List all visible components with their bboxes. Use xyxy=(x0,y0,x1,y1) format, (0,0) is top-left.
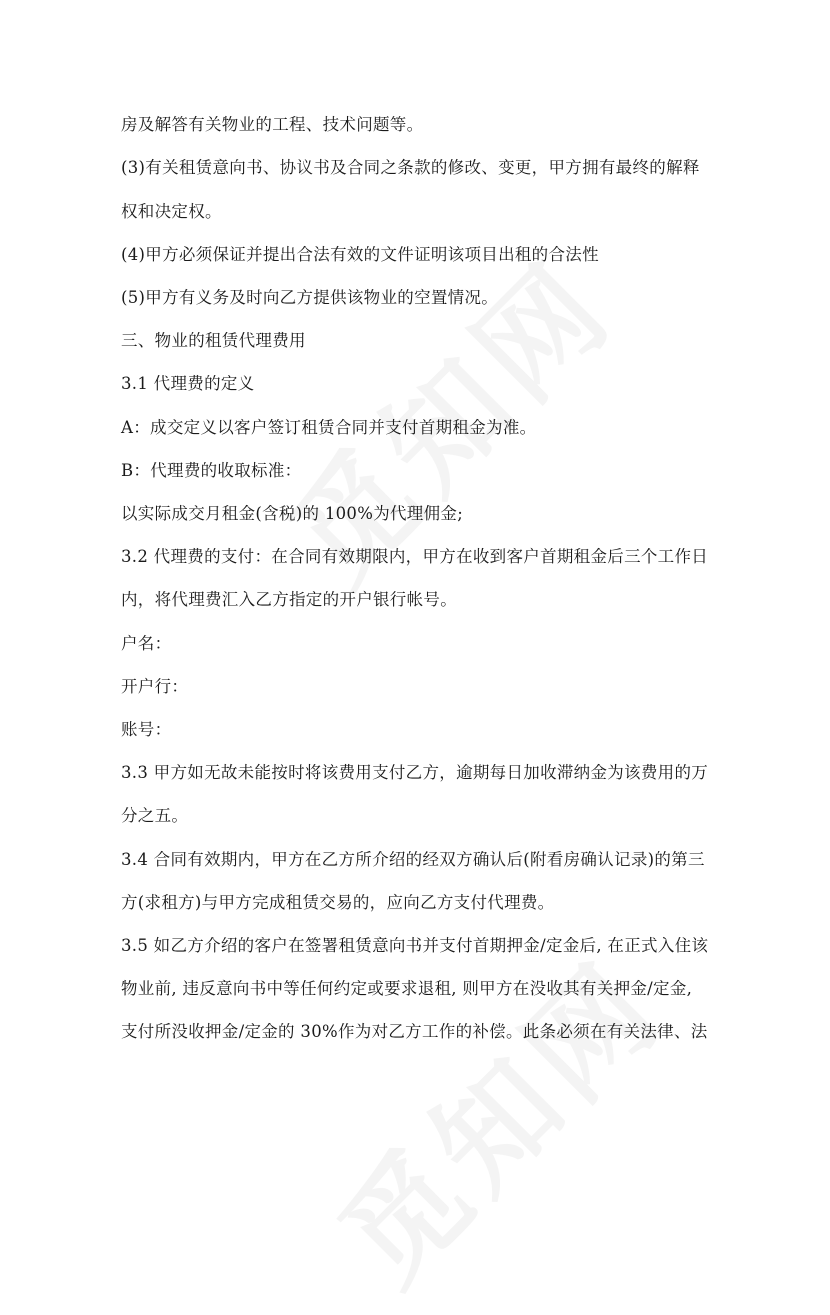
text-line: B：代理费的收取标准： xyxy=(121,461,302,480)
text-line: 分之五。 xyxy=(121,806,189,825)
section-heading: 三、物业的租赁代理费用 xyxy=(121,331,306,350)
text-line: 方(求租方)与甲方完成租赁交易的，应向乙方支付代理费。 xyxy=(121,893,555,912)
field-label-account-number: 账号： xyxy=(121,720,172,739)
subsection-heading: 3.1 代理费的定义 xyxy=(121,374,255,393)
text-line: 3.2 代理费的支付：在合同有效期限内，甲方在收到客户首期租金后三个工作日 xyxy=(121,547,709,566)
watermark xyxy=(296,917,693,1314)
text-line: 3.3 甲方如无故未能按时将该费用支付乙方，逾期每日加收滞纳金为该费用的万 xyxy=(121,763,709,782)
text-line: 内，将代理费汇入乙方指定的开户银行帐号。 xyxy=(121,590,457,609)
field-label-account-name: 户名： xyxy=(121,634,172,653)
field-label-bank: 开户行： xyxy=(121,677,189,696)
text-line: 权和决定权。 xyxy=(121,202,222,221)
text-line: (4)甲方必须保证并提出合法有效的文件证明该项目出租的合法性 xyxy=(121,245,599,264)
text-line: 3.4 合同有效期内，甲方在乙方所介绍的经双方确认后(附看房确认记录)的第三 xyxy=(121,850,705,869)
text-line: (3)有关租赁意向书、协议书及合同之条款的修改、变更，甲方拥有最终的解释 xyxy=(121,158,700,177)
text-line: 房及解答有关物业的工程、技术问题等。 xyxy=(121,115,424,134)
text-line: 物业前, 违反意向书中等任何约定或要求退租, 则甲方在没收其有关押金/定金, xyxy=(121,979,693,998)
text-line: (5)甲方有义务及时向乙方提供该物业的空置情况。 xyxy=(121,288,499,307)
text-line: 3.5 如乙方介绍的客户在签署租赁意向书并支付首期押金/定金后, 在正式入住该 xyxy=(121,936,709,955)
text-line: 以实际成交月租金(含税)的 100%为代理佣金; xyxy=(121,504,464,523)
text-line: 支付所没收押金/定金的 30%作为对乙方工作的补偿。此条必须在有关法律、法 xyxy=(121,1022,708,1041)
text-line: A：成交定义以客户签订租赁合同并支付首期租金为准。 xyxy=(121,418,537,437)
